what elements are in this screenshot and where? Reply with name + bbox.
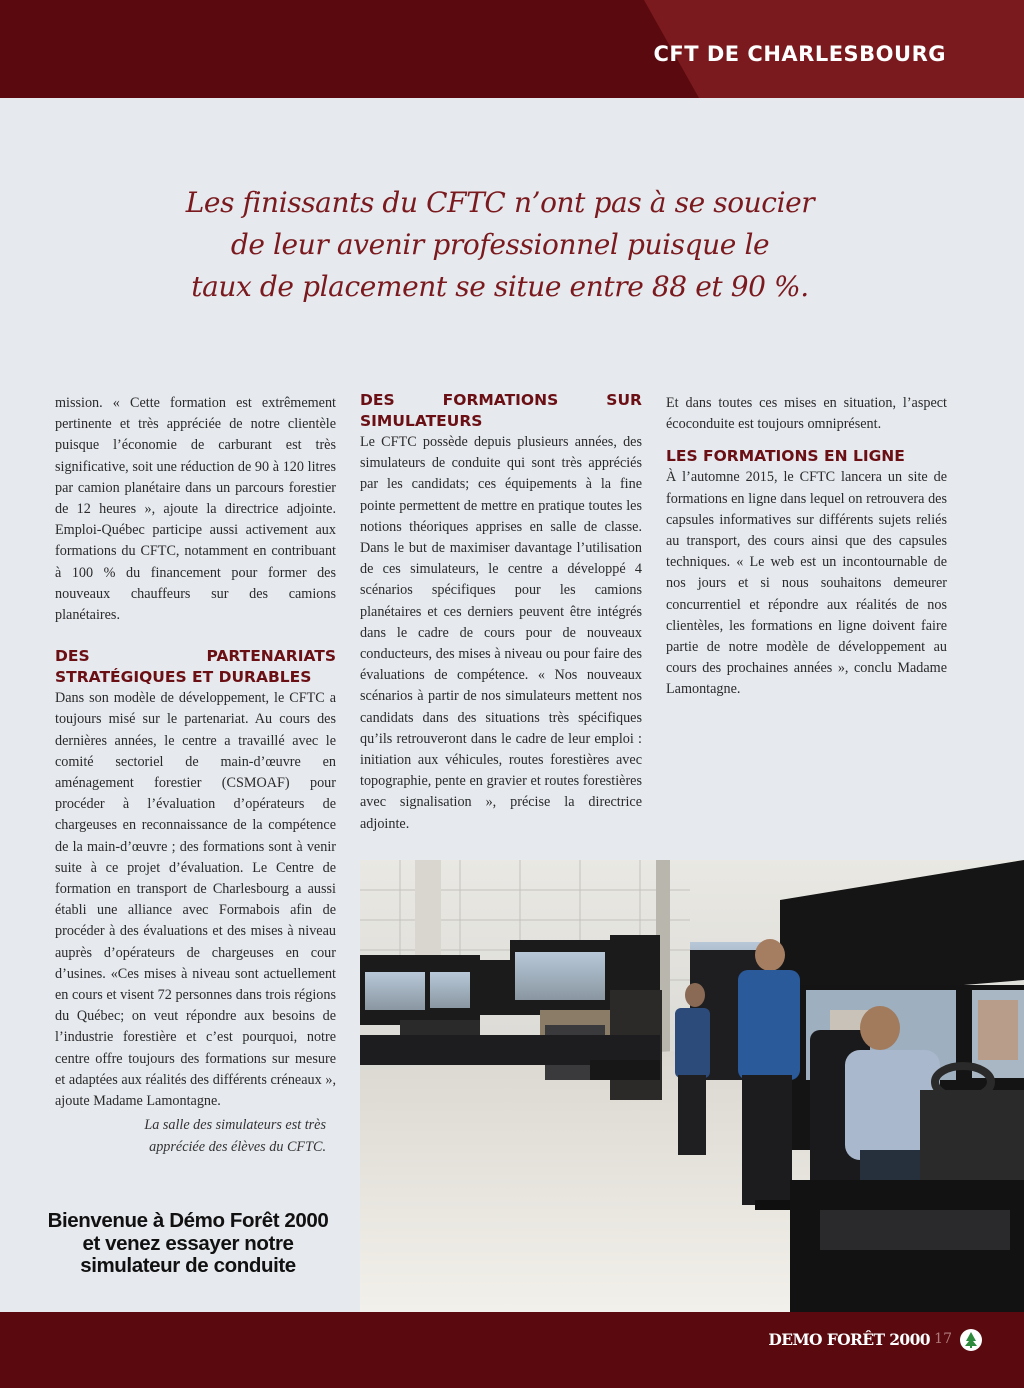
paragraph: À l’automne 2015, le CFTC lancera un site de formations en ligne dans lequel on retrouvera des capsules informatives sur différents sujets reliés au transport, des cours ainsi que des capsules techniques. « Le web est un incontournable de nos jours et si nous souhaitons demeurer concurrentiel et répondre aux réalités de nos clientèles, les formations en ligne doivent faire partie de notre modèle de développement au cours des prochaines années », conclu Madame Lamontagne. [666, 469, 947, 698]
paragraph: Et dans toutes ces mises en situation, l’aspect écoconduite est toujours omniprésent. [666, 395, 947, 433]
article-column-3 [666, 393, 947, 701]
section-title: CFT DE CHARLESBOURG [653, 42, 946, 66]
paragraph: mission. « Cette formation est extrêmement pertinente et très appréciée de notre clientèle puisque l’économie de carburant est très significative, soit une réduction de 90 à 120 litres par camion planétaire dans un parcours forestier de 12 heures », ajoute la directrice adjointe. Emploi-Québec participe aussi activement aux formations du CFTC, notamment en contribuant à 100 % du financement pour former des nouveaux chauffeurs sur des camions planétaires. [55, 395, 336, 624]
section-heading: DES PARTENARIATS STRATÉGIQUES ET DURABLES [55, 647, 336, 687]
simulator-room-illustration [360, 860, 1024, 1312]
welcome-message: Bienvenue à Démo Forêt 2000 et venez essayer notre simulateur de conduite [47, 1209, 329, 1277]
tree-icon [960, 1329, 982, 1351]
paragraph: Dans son modèle de développement, le CFTC a toujours misé sur le partenariat. Au cours des dernières années, le centre a travaillé avec le comité sectoriel de main-d’œuvre en aménagement forestier (CSMOAF) pour procéder à l’évaluation d’opérateurs de chargeuses en reconnaissance de la compétence de la main-d’œuvre ; des formations sont à venir suite à ce projet d’évaluation. Le Centre de formation en transport de Charlesbourg a aussi établi une alliance avec Formabois afin de procéder à des évaluations et des mises à niveau auprès d’opérateurs de chargeuses en cour d’usines. «Ces mises à niveau sont actuellement en cours et visent 72 personnes dans trois régions du Québec; on veut répondre aux besoins de l’industrie forestière et c’est pourquoi, notre centre offre toujours des formations sur mesure et adaptées aux réalités des différents créneaux », ajoute Madame Lamontagne. [55, 690, 336, 1110]
pull-quote-line: taux de placement se situe entre 88 et 90 %. [191, 270, 809, 303]
footer-band [0, 1312, 1024, 1388]
simulator-room-photo [360, 860, 1024, 1312]
article-column-1 [55, 393, 336, 1112]
section-heading: DES FORMATIONS SUR SIMULATEURS [360, 391, 642, 430]
magazine-brand: DEMO FORÊT 2000 [768, 1330, 930, 1349]
paragraph: Le CFTC possède depuis plusieurs années, des simulateurs de conduite qui sont très appréciés par les candidats; ces équipements à la fine pointe permettent de mettre en pratique toutes les notions théoriques apprises en salle de classe. Dans le but de maximiser davantage l’utilisation de ces simulateurs, le centre a développé 4 scénarios spécifiques pour les camions planétaires et ces derniers peuvent être intégrés dans le cadre de cours pour de nouveaux conducteurs, des mises à niveau ou pour faire des évaluations de compétence. « Nos nouveaux scénarios à partir de nos simulateurs mettent nos candidats dans des situations très spécifiques qu’ils retrouveront dans le cadre de leur emploi : initiation aux véhicules, routes forestières avec topographie, pente en gravier et routes forestières avec signalisation », précise la directrice adjointe. [360, 434, 642, 832]
page-number: 17 [934, 1331, 952, 1347]
pull-quote-line: Les finissants du CFTC n’ont pas à se soucier [185, 186, 815, 219]
section-heading: LES FORMATIONS EN LIGNE [666, 447, 905, 466]
photo-caption: La salle des simulateurs est très appréciée des élèves du CFTC. [144, 1117, 326, 1155]
pull-quote-line: de leur avenir professionnel puisque le [230, 228, 770, 261]
article-column-2 [360, 390, 642, 835]
pull-quote [180, 182, 820, 308]
